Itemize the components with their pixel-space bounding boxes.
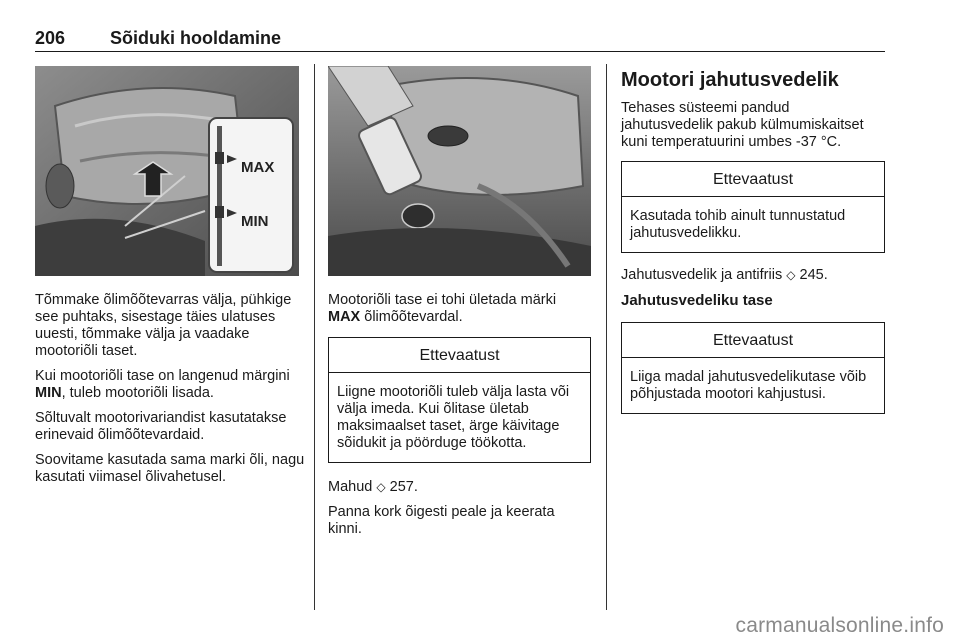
paragraph-dipstick-variants: Sõltuvalt mootorivariandist kasutatakse erinevaid õlimõõtevardaid. — [35, 410, 287, 443]
paragraph-frost-protection: Tehases süsteemi pandud jahutusvedelik pakub külmumiskaitset kuni temperatuurini umbes -37 °C. — [621, 100, 864, 150]
coolant-reference — [621, 267, 885, 284]
section-heading-coolant: Mootori jahutusvedelik — [621, 69, 839, 91]
page-reference-icon: ◇ — [786, 268, 796, 282]
oil-filling-drawing — [328, 66, 591, 276]
header-rule — [35, 51, 885, 52]
reference-label: Jahutusvedelik ja antifriis — [621, 267, 783, 283]
caution-text: Kasutada tohib ainult tunnustatud jahutusvedelikku. — [630, 208, 846, 241]
dipstick-min-label: MIN — [241, 213, 269, 230]
watermark: carmanualsonline.info — [735, 614, 944, 637]
column-1 — [35, 292, 305, 494]
dipstick-max-label: MAX — [241, 159, 275, 176]
text-span: Mootoriõli tase ei tohi ületada märki — [328, 292, 557, 308]
column-3 — [621, 68, 885, 426]
page-number: 206 — [35, 28, 66, 48]
capacities-reference — [328, 479, 591, 496]
dipstick-illustration — [35, 66, 299, 276]
caution-text: Liigne mootoriõli tuleb välja lasta või välja imeda. Kui õlitase ületab maksimaalset taset, ärge käivitage sõidukit ja pöörduge töökotta. — [337, 384, 570, 451]
text-span: , tuleb mootoriõli lisada. — [61, 385, 214, 401]
filler-opening — [402, 204, 434, 228]
column-divider-1 — [314, 64, 315, 610]
page-reference-link[interactable]: 245. — [799, 267, 828, 283]
caution-text: Liiga madal jahutusvedelikutase võib põhjustada mootori kahjustusi. — [630, 369, 867, 402]
caution-heading: Ettevaatust — [622, 162, 884, 197]
max-mark-bold: MAX — [328, 309, 361, 325]
column-2 — [328, 292, 591, 546]
caution-box-oil — [328, 337, 591, 463]
min-mark-bold: MIN — [35, 385, 62, 401]
caution-heading: Ettevaatust — [329, 338, 590, 373]
paragraph-dipstick-check: Tõmmake õlimõõtevarras välja, pühkige see puhtaks, sisestage täies ulatuses uuesti, tõmmake välja ja vaadake mootoriõli taset. — [35, 292, 292, 359]
oil-cap — [428, 126, 468, 146]
text-span: õlimõõtevardal. — [360, 309, 463, 325]
page-reference-icon: ◇ — [376, 480, 386, 494]
paragraph-min-level — [35, 368, 305, 402]
caution-box-coolant-approved — [621, 161, 885, 253]
text-span: Kui mootoriõli tase on langenud märgini — [35, 368, 290, 384]
paragraph-oil-brand: Soovitame kasutada sama marki õli, nagu kasutati viimasel õlivahetusel. — [35, 452, 305, 485]
page-reference-link[interactable]: 257. — [389, 479, 418, 495]
caution-heading: Ettevaatust — [622, 323, 884, 358]
reference-label: Mahud — [328, 479, 373, 495]
column-divider-2 — [606, 64, 607, 610]
page-title: Sõiduki hooldamine — [110, 28, 282, 48]
oil-filling-illustration — [328, 66, 591, 276]
subheading-coolant-level: Jahutusvedeliku tase — [621, 292, 773, 309]
paragraph-cap-close: Panna kork õigesti peale ja keerata kinni. — [328, 504, 555, 537]
caution-box-coolant-level — [621, 322, 885, 414]
paragraph-max-level — [328, 292, 591, 326]
